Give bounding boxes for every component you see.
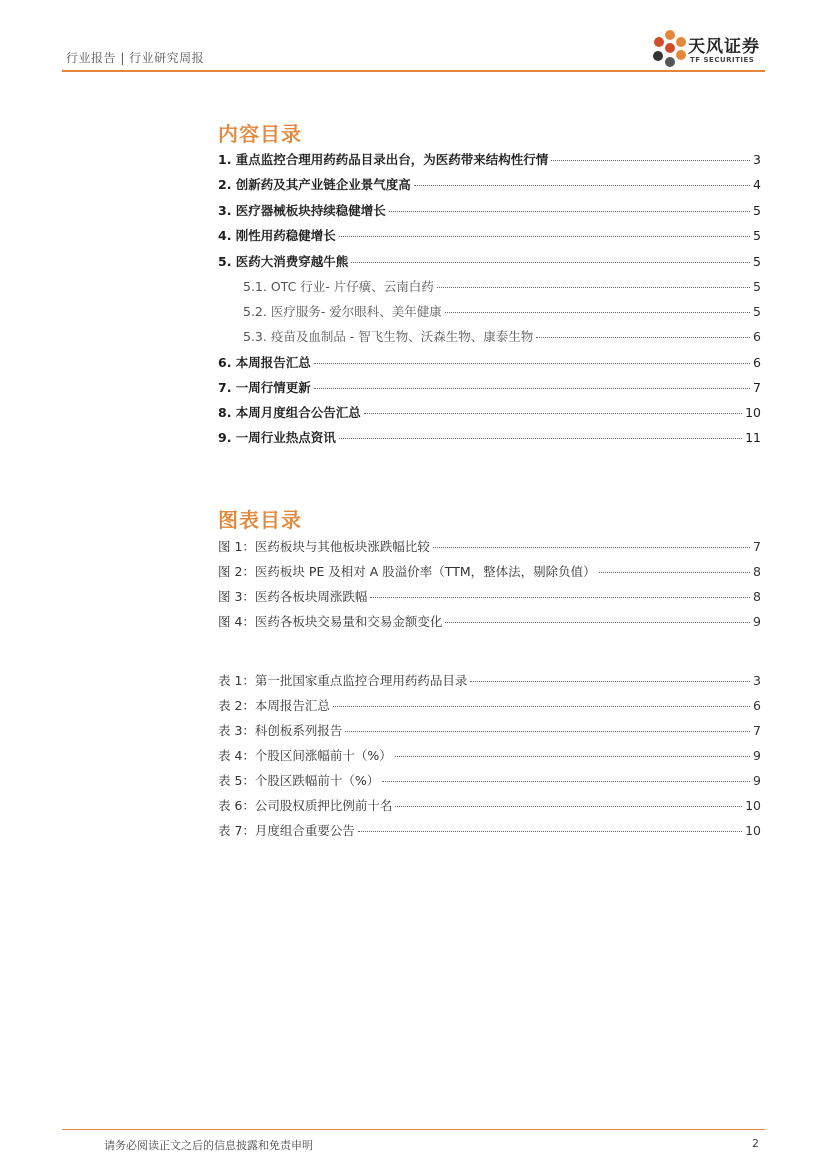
- figure-item[interactable]: [218, 587, 761, 607]
- table-item-page: 7: [753, 723, 761, 738]
- table-item[interactable]: [218, 771, 761, 791]
- leader-dots: [339, 438, 742, 439]
- table-item-page: 3: [753, 673, 761, 688]
- toc-item-page: 5: [753, 279, 761, 294]
- table-item-page: 9: [753, 748, 761, 763]
- toc-item-page: 6: [753, 329, 761, 344]
- logo-english-name: TF SECURITIES: [690, 56, 755, 64]
- toc-item[interactable]: [218, 428, 761, 448]
- toc-item-page: 5: [753, 304, 761, 319]
- leader-dots: [599, 572, 750, 573]
- figure-item-text: 图 3：医药各板块周涨跌幅: [218, 589, 368, 604]
- toc-subitem[interactable]: [243, 302, 761, 322]
- leader-dots: [370, 597, 750, 598]
- leader-dots: [364, 413, 742, 414]
- toc-item-text: 5.1. OTC 行业- 片仔癀、云南白药: [243, 279, 434, 294]
- leader-dots: [333, 706, 750, 707]
- table-item[interactable]: [218, 746, 761, 766]
- figures-title: 图表目录: [218, 508, 302, 532]
- table-item-page: 10: [745, 798, 761, 813]
- table-item-text: 表 6：公司股权质押比例前十名: [218, 798, 393, 813]
- table-item[interactable]: [218, 671, 761, 691]
- toc-item-page: 4: [753, 177, 761, 192]
- leader-dots: [382, 781, 750, 782]
- footer-divider: [62, 1129, 765, 1130]
- leader-dots: [339, 236, 750, 237]
- toc-item-text: 7. 一周行情更新: [218, 380, 311, 395]
- table-item-page: 10: [745, 823, 761, 838]
- footer-disclaimer: 请务必阅读正文之后的信息披露和免责申明: [104, 1139, 313, 1152]
- toc-item-text: 8. 本周月度组合公告汇总: [218, 405, 361, 420]
- toc-item[interactable]: [218, 353, 761, 373]
- table-item[interactable]: [218, 696, 761, 716]
- figure-item-page: 9: [753, 614, 761, 629]
- leader-dots: [433, 547, 750, 548]
- toc-item-text: 5. 医药大消费穿越牛熊: [218, 254, 349, 269]
- leader-dots: [395, 756, 750, 757]
- toc-item-page: 5: [753, 228, 761, 243]
- toc-item[interactable]: [218, 378, 761, 398]
- leader-dots: [314, 363, 750, 364]
- toc-item-page: 11: [745, 430, 761, 445]
- toc-item-text: 5.3. 疫苗及血制品 - 智飞生物、沃森生物、康泰生物: [243, 329, 534, 344]
- company-logo: [650, 28, 770, 70]
- figure-item-text: 图 4：医药各板块交易量和交易金额变化: [218, 614, 443, 629]
- toc-title: 内容目录: [218, 122, 302, 146]
- table-item[interactable]: [218, 796, 761, 816]
- figure-item[interactable]: [218, 612, 761, 632]
- leader-dots: [414, 185, 750, 186]
- header-divider: [62, 70, 765, 72]
- toc-item[interactable]: [218, 226, 761, 246]
- logo-chinese-name: 天风证券: [688, 37, 760, 57]
- toc-subitem[interactable]: [243, 327, 761, 347]
- table-item-text: 表 5：个股区跌幅前十（%）: [218, 773, 380, 788]
- table-item-text: 表 4：个股区间涨幅前十（%）: [218, 748, 392, 763]
- page-number: 2: [752, 1137, 759, 1150]
- table-item-page: 9: [753, 773, 761, 788]
- leader-dots: [345, 731, 750, 732]
- toc-item[interactable]: [218, 201, 761, 221]
- toc-item-page: 3: [753, 152, 761, 167]
- leader-dots: [389, 211, 750, 212]
- toc-item-text: 1. 重点监控合理用药药品目录出台，为医药带来结构性行情: [218, 152, 549, 167]
- toc-subitem[interactable]: [243, 277, 761, 297]
- figure-item[interactable]: [218, 537, 761, 557]
- toc-item-text: 6. 本周报告汇总: [218, 355, 311, 370]
- toc-item[interactable]: [218, 150, 761, 170]
- toc-item[interactable]: [218, 252, 761, 272]
- toc-item-page: 10: [745, 405, 761, 420]
- figure-item-text: 图 2：医药板块 PE 及相对 A 股溢价率（TTM，整体法，剔除负值）: [218, 564, 596, 579]
- table-item-text: 表 3：科创板系列报告: [218, 723, 343, 738]
- leader-dots: [470, 681, 750, 682]
- leader-dots: [358, 831, 742, 832]
- toc-item-text: 5.2. 医疗服务- 爱尔眼科、美年健康: [243, 304, 442, 319]
- figure-item-text: 图 1：医药板块与其他板块涨跌幅比较: [218, 539, 430, 554]
- toc-item[interactable]: [218, 403, 761, 423]
- leader-dots: [395, 806, 742, 807]
- figure-item-page: 7: [753, 539, 761, 554]
- leader-dots: [351, 262, 750, 263]
- toc-item-text: 9. 一周行业热点资讯: [218, 430, 336, 445]
- header-report-type: 行业报告 | 行业研究周报: [66, 51, 205, 65]
- leader-dots: [536, 337, 750, 338]
- figure-item[interactable]: [218, 562, 761, 582]
- toc-item[interactable]: [218, 175, 761, 195]
- toc-item-page: 5: [753, 203, 761, 218]
- toc-item-text: 3. 医疗器械板块持续稳健增长: [218, 203, 386, 218]
- table-item-text: 表 2：本周报告汇总: [218, 698, 330, 713]
- table-item-text: 表 1：第一批国家重点监控合理用药药品目录: [218, 673, 468, 688]
- leader-dots: [445, 622, 750, 623]
- logo-flower-icon: [650, 28, 690, 70]
- figure-item-page: 8: [753, 589, 761, 604]
- toc-item-page: 5: [753, 254, 761, 269]
- table-item-page: 6: [753, 698, 761, 713]
- figure-item-page: 8: [753, 564, 761, 579]
- toc-item-page: 6: [753, 355, 761, 370]
- leader-dots: [445, 312, 750, 313]
- leader-dots: [551, 160, 750, 161]
- toc-item-text: 2. 创新药及其产业链企业景气度高: [218, 177, 411, 192]
- leader-dots: [314, 388, 750, 389]
- toc-item-text: 4. 刚性用药稳健增长: [218, 228, 336, 243]
- toc-item-page: 7: [753, 380, 761, 395]
- table-item[interactable]: [218, 721, 761, 741]
- table-item-text: 表 7：月度组合重要公告: [218, 823, 355, 838]
- leader-dots: [437, 287, 750, 288]
- table-item[interactable]: [218, 821, 761, 841]
